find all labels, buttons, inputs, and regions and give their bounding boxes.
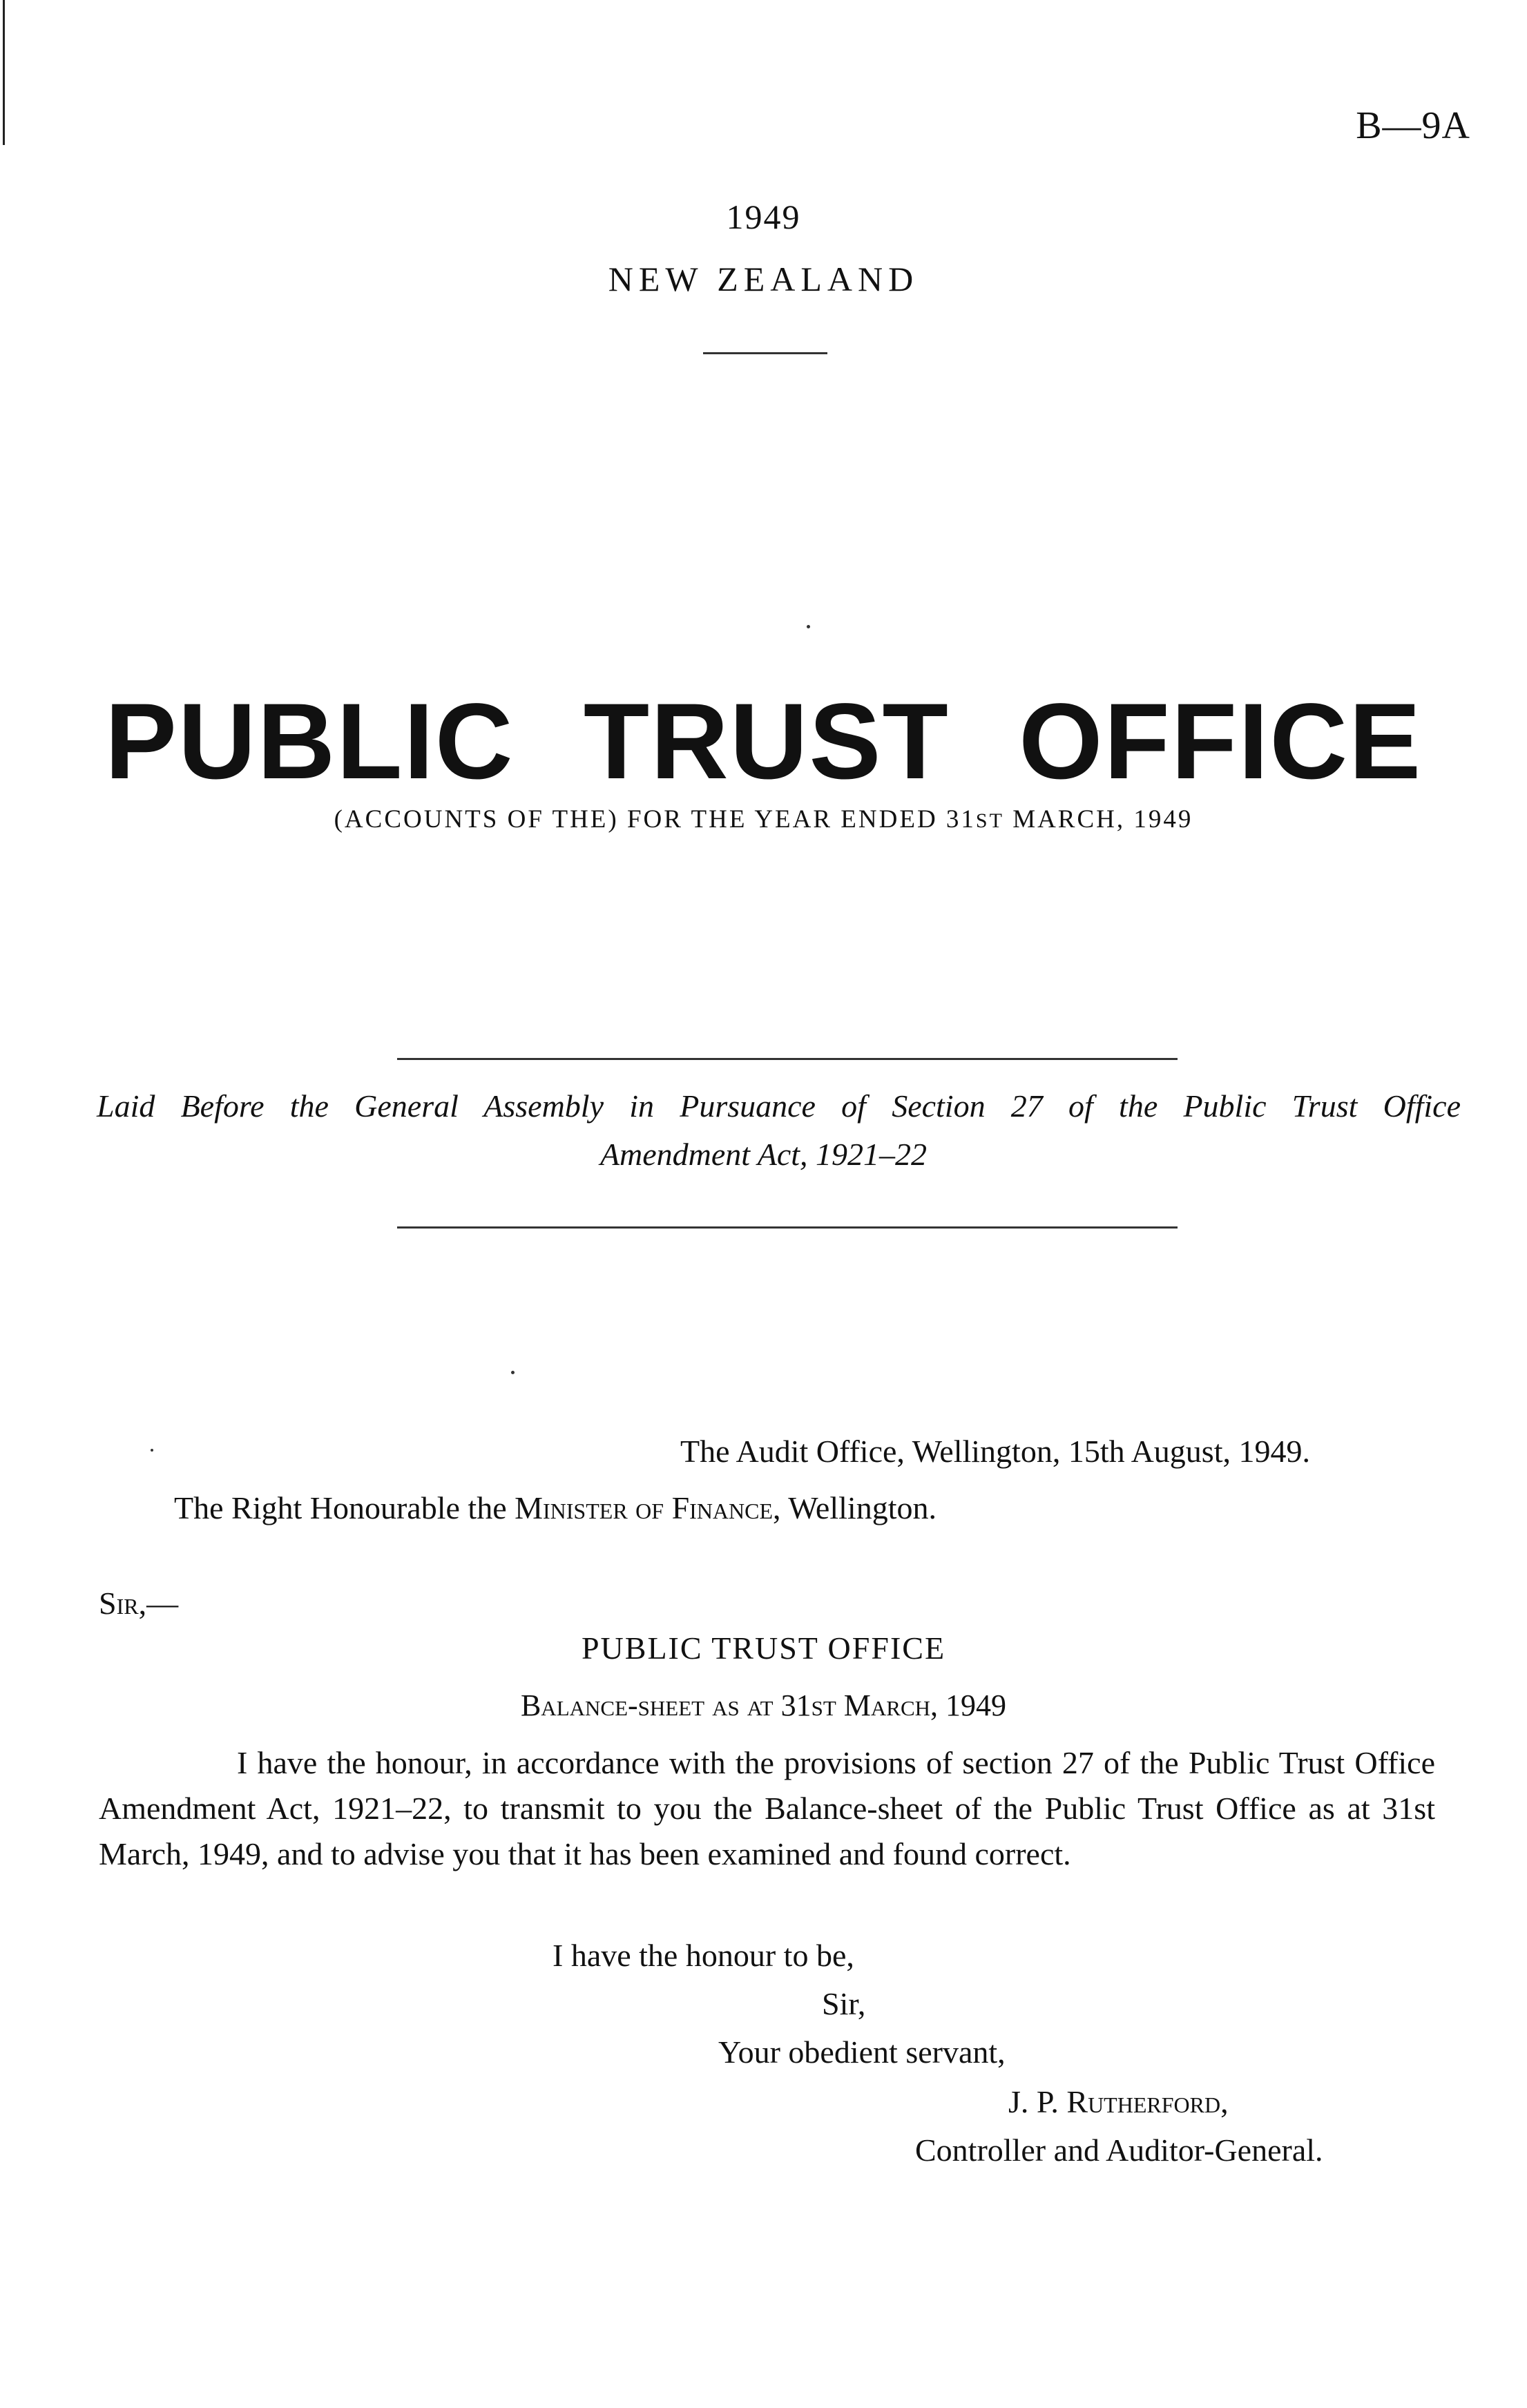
header-divider (703, 352, 827, 354)
country-heading: NEW ZEALAND (608, 260, 919, 298)
parliamentary-paper-reference: B—9A (1356, 104, 1470, 147)
laid-bottom-rule (397, 1226, 1178, 1229)
left-edge-mark (3, 0, 5, 145)
letter-signatory-name (1008, 2080, 1229, 2124)
speck (511, 1371, 515, 1374)
laid-before-line-2: Amendment Act, 1921–22 (599, 1137, 928, 1172)
letter-heading: PUBLIC TRUST OFFICE (581, 1630, 946, 1666)
subtitle-ordinal: ST (975, 809, 1004, 832)
letter-closing-sir: Sir, (822, 1986, 866, 2021)
letter-subheading: Balance-sheet as at 31st March, 1949 (520, 1688, 1007, 1722)
recipient-title: Minister of Finance (515, 1490, 774, 1525)
speck (807, 625, 810, 628)
subtitle-post: MARCH, 1949 (1003, 805, 1193, 834)
laid-top-rule (397, 1058, 1178, 1060)
letter-address-line: The Audit Office, Wellington, 15th August, 1949. (680, 1434, 1310, 1469)
recipient-post: , Wellington. (773, 1490, 937, 1525)
document-year: 1949 (726, 198, 801, 236)
letter-recipient (174, 1486, 937, 1530)
recipient-pre: The Right Honourable the (174, 1490, 515, 1525)
letter-signatory-title: Controller and Auditor-General. (915, 2132, 1323, 2168)
letter-body-text: I have the honour, in accordance with the provisions of section 27 of the Public Trust Office Amendment Act, 1921–22, to transmit to you the Balance-sheet of the Public Trust Office as at 31st March, 1949, and to advise you that it has been examined and found correct. (99, 1745, 1435, 1871)
letter-salutation: Sir,— (99, 1586, 179, 1621)
subtitle-pre: (ACCOUNTS OF THE) FOR THE YEAR ENDED 31 (334, 805, 976, 834)
letter-closing-servant: Your obedient servant, (718, 2034, 1006, 2070)
page-subtitle (0, 805, 1527, 834)
letter-body (99, 1740, 1435, 1877)
page-title: PUBLIC TRUST OFFICE (104, 682, 1423, 802)
speck (151, 1449, 153, 1452)
signatory-comma: , (1220, 2084, 1229, 2119)
signatory-surname: Rutherford (1066, 2084, 1221, 2119)
laid-before-line-1: Laid Before the General Assembly in Pursuance of Section 27 of the Public Trust Office (97, 1088, 1461, 1124)
letter-closing: I have the honour to be, (553, 1938, 854, 1973)
signatory-initials: J. P. (1008, 2084, 1067, 2119)
